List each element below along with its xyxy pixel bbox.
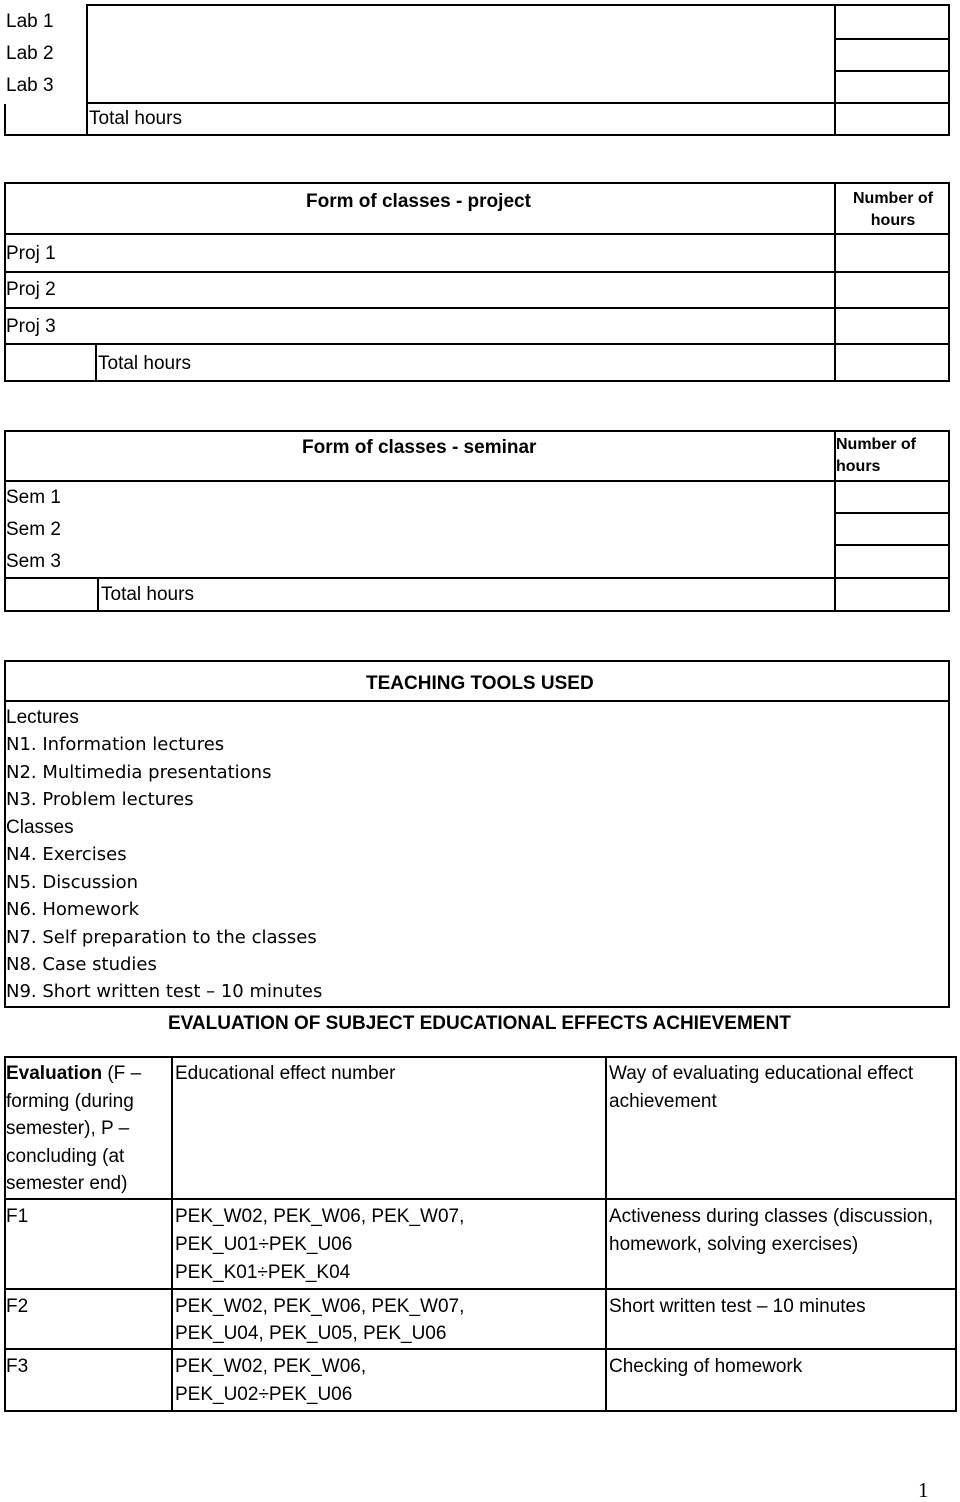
teaching-tools-title: TEACHING TOOLS USED (366, 673, 594, 694)
seminar-title: Form of classes - seminar (302, 437, 537, 458)
page-number: 1 (918, 1478, 929, 1502)
tools-list-item: N1. Information lectures (6, 734, 225, 755)
evaluation-row-effect-line: PEK_W02, PEK_W06, PEK_W07, (175, 1296, 465, 1317)
tools-list-item: N6. Homework (6, 899, 140, 920)
tools-list-item: N3. Problem lectures (6, 789, 194, 810)
seminar-row-label: Sem 3 (6, 551, 61, 572)
evaluation-row-id: F2 (6, 1296, 29, 1317)
lab-total-label: Total hours (89, 108, 182, 129)
tools-list-item: N5. Discussion (6, 872, 139, 893)
seminar-total-label: Total hours (101, 584, 194, 605)
lab-row-label: Lab 2 (6, 43, 54, 64)
project-row-label: Proj 3 (6, 316, 56, 337)
tools-list-item: N2. Multimedia presentations (6, 762, 272, 783)
evaluation-header-effect: Educational effect number (175, 1063, 396, 1084)
evaluation-row-effect-line: PEK_W02, PEK_W06, (175, 1356, 367, 1377)
project-row-label: Proj 2 (6, 279, 56, 300)
tools-list-item: Classes (6, 817, 74, 838)
seminar-row-label: Sem 2 (6, 519, 61, 540)
evaluation-row-id: F1 (6, 1206, 29, 1227)
evaluation-header-type (6, 1060, 166, 1198)
project-total-label: Total hours (98, 353, 191, 374)
evaluation-row-method: Activeness during classes (discussion, homework, solving exercises) (609, 1206, 934, 1255)
project-hours-header: Number of hours (853, 190, 933, 229)
seminar-row-label: Sem 1 (6, 487, 61, 508)
project-title: Form of classes - project (306, 191, 531, 212)
tools-list-item: N7. Self preparation to the classes (6, 927, 317, 948)
tools-list-item: Lectures (6, 707, 79, 728)
tools-list-item: N4. Exercises (6, 844, 127, 865)
evaluation-header-desc: (F – forming (during semester), P – concluding (at semester end) (6, 1063, 142, 1194)
evaluation-row-method: Checking of homework (609, 1356, 803, 1377)
evaluation-header-bold: Evaluation (6, 1063, 103, 1084)
tools-list-item: N9. Short written test – 10 minutes (6, 981, 323, 1002)
evaluation-row-effect-line: PEK_U04, PEK_U05, PEK_U06 (175, 1323, 447, 1344)
evaluation-row-effect-line: PEK_W02, PEK_W06, PEK_W07, (175, 1206, 465, 1227)
seminar-hours-header: Number of hours (836, 436, 916, 475)
lab-row-label: Lab 3 (6, 75, 54, 96)
evaluation-row-id: F3 (6, 1356, 29, 1377)
evaluation-title: EVALUATION OF SUBJECT EDUCATIONAL EFFECTS ACHIEVEMENT (168, 1013, 791, 1034)
evaluation-header-method: Way of evaluating educational effect achievement (609, 1063, 914, 1112)
tools-list-item: N8. Case studies (6, 954, 157, 975)
project-row-label: Proj 1 (6, 243, 56, 264)
evaluation-row-effect-line: PEK_U02÷PEK_U06 (175, 1384, 353, 1405)
evaluation-row-effect-line: PEK_K01÷PEK_K04 (175, 1262, 351, 1283)
evaluation-row-method: Short written test – 10 minutes (609, 1296, 866, 1317)
evaluation-row-effect-line: PEK_U01÷PEK_U06 (175, 1234, 353, 1255)
lab-row-label: Lab 1 (6, 11, 54, 32)
